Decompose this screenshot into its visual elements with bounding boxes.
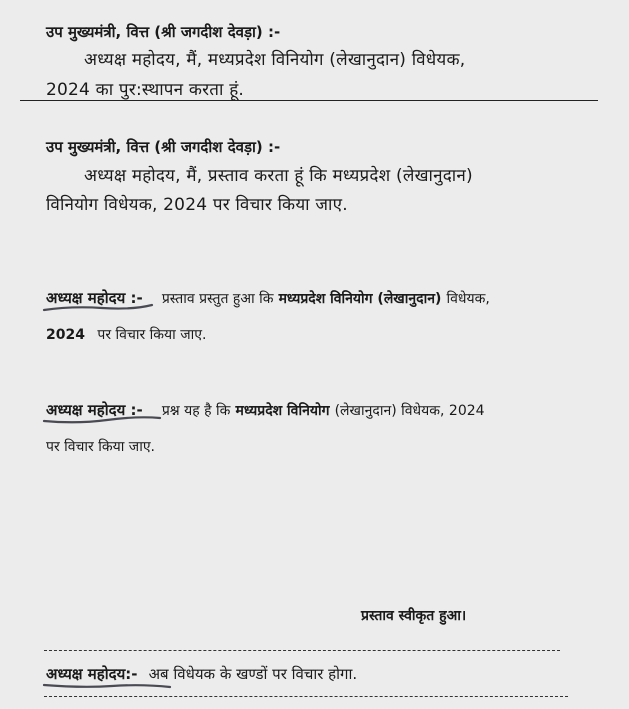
statement-2-line-2: विनियोग विधेयक, 2024 पर विचार किया जाए. — [46, 195, 348, 215]
statement-3-line-2 — [46, 325, 206, 344]
statement-1-line-2: 2024 का पुर:स्थापन करता हूं. — [46, 80, 245, 100]
speaker-label-6: अध्यक्ष महोदय:- — [46, 665, 138, 683]
dashed-divider-bottom — [44, 696, 568, 697]
speaker-heading-1: उप मुख्यमंत्री, वित्त (श्री जगदीश देवड़ा) :- — [46, 23, 281, 41]
statement-4-text-a: प्रश्न यह है कि — [161, 403, 231, 419]
statement-3-line-2-text: पर विचार किया जाए. — [97, 327, 207, 343]
statement-1-line-1: अध्यक्ष महोदय, मैं, मध्यप्रदेश विनियोग (लेखानुदान) विधेयक, — [84, 50, 466, 70]
statement-3-text-a: प्रस्ताव प्रस्तुत हुआ कि — [161, 291, 274, 307]
statement-6-text: अब विधेयक के खण्डों पर विचार होगा. — [148, 665, 358, 683]
statement-4-bold: मध्यप्रदेश विनियोग — [235, 403, 330, 419]
section-divider — [20, 100, 598, 101]
speaker-heading-2: उप मुख्यमंत्री, वित्त (श्री जगदीश देवड़ा) :- — [46, 138, 281, 156]
statement-3-bold: मध्यप्रदेश विनियोग (लेखानुदान) — [278, 291, 442, 307]
statement-2-line-1: अध्यक्ष महोदय, मैं, प्रस्ताव करता हूं कि मध्यप्रदेश (लेखानुदान) — [84, 166, 473, 186]
motion-accepted: प्रस्ताव स्वीकृत हुआ। — [361, 608, 467, 624]
statement-3-text-b: विधेयक, — [446, 291, 490, 307]
handwritten-underline-2 — [42, 412, 162, 426]
statement-3-year: 2024 — [46, 327, 85, 343]
handwritten-underline-3 — [42, 677, 172, 691]
speaker-label-3: अध्यक्ष महोदय :- — [46, 289, 143, 307]
handwritten-underline-1 — [42, 300, 154, 314]
dashed-divider-top — [44, 650, 560, 651]
statement-4-line-2: पर विचार किया जाए. — [46, 439, 156, 455]
speaker-label-4: अध्यक्ष महोदय :- — [46, 401, 143, 419]
statement-4-text-b: (लेखानुदान) विधेयक, 2024 — [334, 403, 485, 419]
